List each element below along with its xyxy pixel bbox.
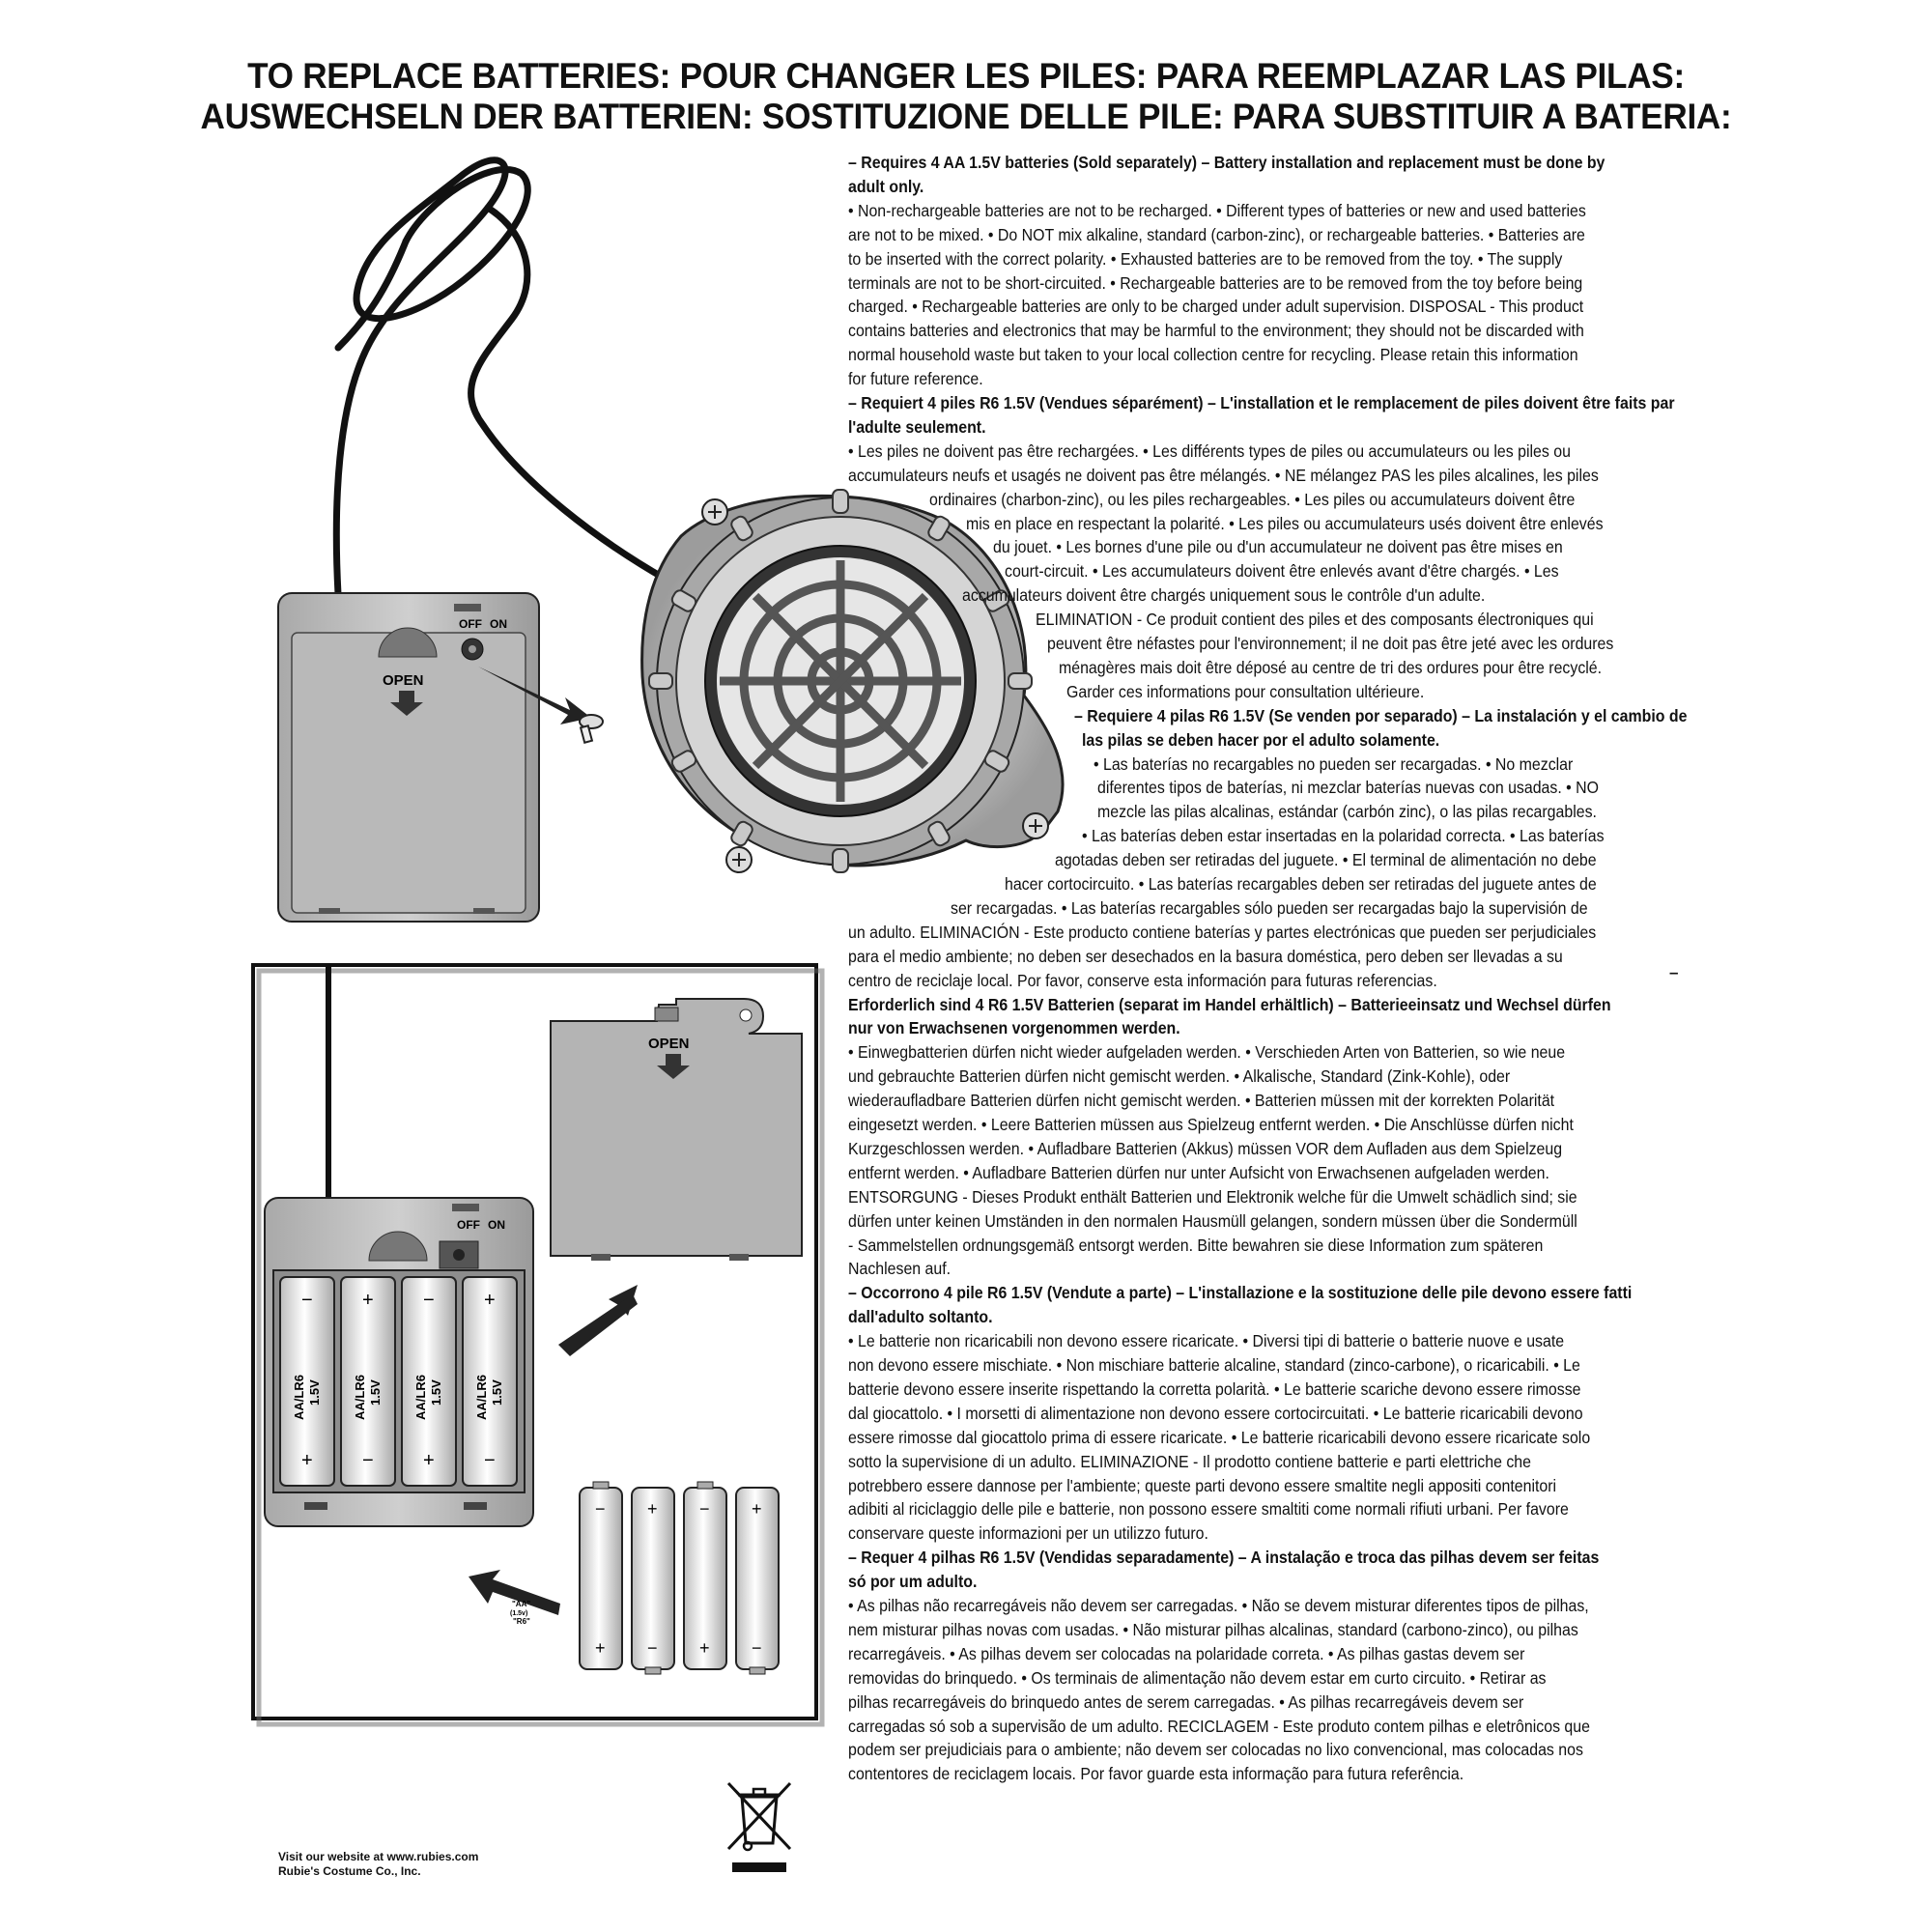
- instruction-line: agotadas deben ser retiradas del juguete. • El terminal de alimentación no debe: [1055, 850, 1597, 870]
- instruction-line: court-circuit. • Les accumulateurs doivent être enlevés avant d'être chargés. • Les: [1005, 561, 1559, 582]
- instruction-line: und gebrauchte Batterien dürfen nicht gemischt werden. • Alkalische, Standard (Zink-Kohle), oder: [848, 1066, 1511, 1087]
- instruction-line: terminals are not to be short-circuited. • Rechargeable batteries are to be removed from the toy before being: [848, 272, 1583, 293]
- instruction-line: – Occorrono 4 pile R6 1.5V (Vendute a parte) – L'installazione e la sostituzione delle pile devono essere fatti: [848, 1283, 1633, 1303]
- footer-website: Visit our website at www.rubies.com: [278, 1850, 479, 1863]
- instruction-line: Garder ces informations pour consultation ultérieure.: [1066, 681, 1425, 701]
- cell-label: AA/LR6: [413, 1375, 428, 1420]
- instruction-line: – Requiere 4 pilas R6 1.5V (Se venden por separado) – La instalación y el cambio de: [1074, 705, 1688, 725]
- instruction-line: dürfen unter keinen Umständen in den normalen Hausmüll gelangen, sondern müssen über die Sondermüll: [848, 1210, 1577, 1231]
- battery-note-aa: "AA": [512, 1600, 531, 1608]
- instruction-line: wiederaufladbare Batterien dürfen nicht gemischt werden. • Batterien müssen mit der korrekten Polarität: [848, 1091, 1555, 1111]
- cell-polarity-bottom: −: [362, 1450, 374, 1471]
- instruction-line: entfernt werden. • Aufladbare Batterien dürfen nur unter Aufsicht von Erwachsenen aufgeladen werden.: [848, 1162, 1549, 1182]
- switch-label-off-2: OFF: [457, 1218, 480, 1232]
- instruction-line: are not to be mixed. • Do NOT mix alkaline, standard (carbon-zinc), or rechargeable batteries. • Batteries are: [848, 224, 1585, 244]
- instruction-line: podem ser prejudiciais para o ambiente; não devem ser colocadas no lixo convencional, mas colocadas nos: [848, 1740, 1583, 1760]
- instruction-line: las pilas se deben hacer por el adulto solamente.: [1082, 729, 1440, 750]
- instruction-line: contains batteries and electronics that may be harmful to the environment; they should not be discarded with: [848, 321, 1584, 341]
- instruction-line: Nachlesen auf.: [848, 1259, 952, 1279]
- instruction-line: essere rimosse dal giocattolo prima di essere ricaricate. • Le batterie ricaricabili devono essere ricaricate solo: [848, 1427, 1591, 1447]
- instruction-line: for future reference.: [848, 369, 983, 389]
- open-label-top: OPEN: [383, 672, 424, 689]
- instruction-line: l'adulte seulement.: [848, 416, 986, 437]
- instruction-line: só por um adulto.: [848, 1572, 978, 1592]
- instruction-line: • Las baterías deben estar insertadas en la polaridad correcta. • Las baterías: [1082, 826, 1605, 846]
- instruction-line: hacer cortocircuito. • Las baterías recargables deben ser retiradas del juguete antes de: [1005, 874, 1597, 894]
- instruction-line: • Les piles ne doivent pas être rechargées. • Les différents types de piles ou accumulateurs ou les piles ou: [848, 440, 1571, 461]
- instruction-line: conservare queste informazioni per un utilizzo futuro.: [848, 1523, 1208, 1544]
- instruction-line: carregadas só sob a supervisão de um adulto. RECICLAGEM - Este produto contem pilhas e eletrônicos que: [848, 1716, 1590, 1736]
- instruction-line: peuvent être néfastes pour l'environnement; il ne doit pas être jeté avec les ordures: [1047, 634, 1614, 653]
- instruction-line: nem misturar pilhas novas com usadas. • Não misturar pilhas alcalinas, standard (carbono-zinco), ou pilhas: [848, 1619, 1578, 1639]
- instruction-line: Kurzgeschlossen werden. • Aufladbare Batterien (Akkus) müssen VOR dem Aufladen aus dem Spielzeug: [848, 1138, 1563, 1158]
- instruction-line: un adulto. ELIMINACIÓN - Este producto contiene baterías y partes electrónicas que pueden ser perjudiciales: [848, 922, 1597, 942]
- instruction-line: recarregáveis. • As pilhas devem ser colocadas na polaridade correta. • As pilhas gastas devem ser: [848, 1643, 1525, 1663]
- open-label-cover: OPEN: [648, 1036, 690, 1052]
- switch-label-off: OFF: [459, 617, 482, 631]
- instruction-line: • Le batterie non ricaricabili non devono essere ricaricate. • Diversi tipi di batterie o batterie nuove e usate: [848, 1331, 1565, 1351]
- battery-note-r6: "R6": [513, 1617, 530, 1626]
- cell-polarity-bottom: −: [484, 1450, 496, 1471]
- instruction-line: removidas do brinquedo. • Os terminais de alimentação não devem estar em curto circuito. • Retirar as: [848, 1667, 1547, 1688]
- cell-polarity-top: −: [423, 1290, 435, 1311]
- loose-battery-polarity-top: −: [595, 1499, 606, 1519]
- instruction-line: centro de reciclaje local. Por favor, conserve esta información para futuras referencias.: [848, 970, 1437, 990]
- instruction-line: adibiti al riciclaggio delle pile e batterie, non possono essere smaltiti come normali rifiuti urbani. Per favore: [848, 1499, 1569, 1520]
- switch-label-on-2: ON: [488, 1218, 505, 1232]
- instruction-line: batterie devono essere inserite rispettando la corretta polarità. • Le batterie scariche devono essere rimosse: [848, 1378, 1581, 1399]
- loose-battery-polarity-top: −: [699, 1499, 710, 1519]
- loose-battery-polarity-top: +: [752, 1499, 762, 1519]
- instruction-line: – Requiert 4 piles R6 1.5V (Vendues séparément) – L'installation et le remplacement de piles doivent être faits par: [848, 393, 1675, 412]
- cell-polarity-top: +: [362, 1290, 374, 1311]
- footer-company: Rubie's Costume Co., Inc.: [278, 1864, 421, 1878]
- loose-battery-polarity-bottom: +: [699, 1638, 710, 1658]
- loose-battery-polarity-top: +: [647, 1499, 658, 1519]
- cell-voltage: 1.5V: [368, 1379, 383, 1406]
- cell-voltage: 1.5V: [307, 1379, 322, 1406]
- switch-label-on: ON: [490, 617, 507, 631]
- title-line-2: AUSWECHSELN DER BATTERIEN: SOSTITUZIONE DELLE PILE: PARA SUBSTITUIR A BATERIA:: [200, 97, 1732, 136]
- cell-polarity-top: +: [484, 1290, 496, 1311]
- instruction-line: • Non-rechargeable batteries are not to be recharged. • Different types of batteries or new and used batteries: [848, 200, 1586, 220]
- cell-label: AA/LR6: [353, 1375, 367, 1420]
- instruction-line: accumulateurs neufs et usagés ne doivent pas être mélangés. • NE mélangez PAS les piles alcalines, les piles: [848, 465, 1599, 485]
- instruction-line: Erforderlich sind 4 R6 1.5V Batterien (separat im Handel erhältlich) – Batterieeinsatz und Wechsel dürfen: [848, 994, 1611, 1014]
- instruction-line: contentores de reciclagem locais. Por favor guarde esta informação para futura referência.: [848, 1764, 1464, 1784]
- instruction-line: mezcle las pilas alcalinas, estándar (carbón zinc), o las pilas recargables.: [1097, 802, 1597, 822]
- cell-polarity-bottom: +: [423, 1450, 435, 1471]
- instruction-line: eingesetzt werden. • Leere Batterien müssen aus Spielzeug entfernt werden. • Die Anschlüsse dürfen nicht: [848, 1115, 1574, 1134]
- instruction-line: charged. • Rechargeable batteries are only to be charged under adult supervision. DISPOSAL - This product: [848, 297, 1584, 317]
- instruction-line: non devono essere mischiate. • Non mischiare batterie alcaline, standard (zinco-carbone), o ricaricabili. • Le: [848, 1355, 1580, 1375]
- instruction-line: – Requer 4 pilhas R6 1.5V (Vendidas separadamente) – A instalação e troca das pilhas devem ser feitas: [848, 1548, 1600, 1568]
- battery-note-voltage: (1.5v): [510, 1610, 528, 1617]
- instruction-line: • Las baterías no recargables no pueden ser recargadas. • No mezclar: [1094, 753, 1574, 774]
- recycling-bin-crossed-icon: [723, 1779, 796, 1876]
- dash-mark: –: [1669, 963, 1679, 981]
- instruction-line: adult only.: [848, 176, 924, 196]
- instruction-line: du jouet. • Les bornes d'une pile ou d'un accumulateur ne doivent pas être mises en: [993, 537, 1563, 557]
- instruction-line: accumulateurs doivent être chargés uniquement sous le contrôle d'un adulte.: [962, 585, 1486, 606]
- cell-label: AA/LR6: [474, 1375, 489, 1420]
- instruction-line: normal household waste but taken to your local collection centre for recycling. Please retain this information: [848, 345, 1578, 365]
- cell-voltage: 1.5V: [429, 1379, 443, 1406]
- instruction-line: dall'adulto soltanto.: [848, 1307, 993, 1327]
- instruction-line: • As pilhas não recarregáveis não devem ser carregadas. • Não se devem misturar diferentes tipos de pilhas,: [848, 1596, 1589, 1615]
- instruction-line: • Einwegbatterien dürfen nicht wieder aufgeladen werden. • Verschieden Arten von Batterien, so wie neue: [848, 1042, 1566, 1063]
- instruction-line: ELIMINATION - Ce produit contient des piles et des composants électroniques qui: [1036, 610, 1594, 630]
- cell-label: AA/LR6: [292, 1375, 306, 1420]
- instruction-line: ménagères mais doit être déposé au centre de tri des ordures pour être recyclé.: [1059, 657, 1603, 677]
- instruction-line: ENTSORGUNG - Dieses Produkt enthält Batterien und Elektronik welche für die Umwelt schädlich sind; sie: [848, 1186, 1577, 1207]
- instruction-line: dal giocattolo. • I morsetti di alimentazione non devono essere cortocircuitati. • Le batterie ricaricabili devono: [848, 1403, 1583, 1423]
- cell-polarity-bottom: +: [301, 1450, 313, 1471]
- instruction-line: diferentes tipos de baterías, ni mezclar baterías nuevas con usadas. • NO: [1097, 778, 1600, 798]
- instruction-line: sotto la supervisione di un adulto. ELIMINAZIONE - Il prodotto contiene batterie e parti elettriche che: [848, 1451, 1531, 1471]
- loose-battery-polarity-bottom: −: [752, 1638, 762, 1658]
- instruction-line: - Sammelstellen ordnungsgemäß entsorgt werden. Bitte bewahren sie diese Information zum späteren: [848, 1235, 1544, 1255]
- instruction-line: pilhas recarregáveis do brinquedo antes de serem carregadas. • As pilhas recarregáveis devem ser: [848, 1691, 1524, 1712]
- footer: [278, 1850, 478, 1879]
- instruction-line: nur von Erwachsenen vorgenommen werden.: [848, 1018, 1180, 1038]
- instruction-line: mis en place en respectant la polarité. • Les piles ou accumulateurs usés doivent être enlevés: [966, 513, 1604, 533]
- instruction-line: para el medio ambiente; no deben ser desechados en la basura doméstica, pero deben ser llevadas a su: [848, 946, 1563, 966]
- title-line-1: TO REPLACE BATTERIES: POUR CHANGER LES PILES: PARA REEMPLAZAR LAS PILAS:: [247, 56, 1685, 96]
- instruction-line: to be inserted with the correct polarity. • Exhausted batteries are to be removed from the toy. • The supply: [848, 248, 1563, 269]
- loose-battery-polarity-bottom: +: [595, 1638, 606, 1658]
- loose-battery-polarity-bottom: −: [647, 1638, 658, 1658]
- instruction-line: ordinaires (charbon-zinc), ou les piles rechargeables. • Les piles ou accumulateurs doivent être: [929, 489, 1576, 509]
- instruction-line: potrebbero essere dannose per l'ambiente; queste parti devono essere smaltite negli appositi contenitori: [848, 1475, 1557, 1495]
- instruction-line: – Requires 4 AA 1.5V batteries (Sold separately) – Battery installation and replacement must be done by: [848, 153, 1605, 172]
- cell-voltage: 1.5V: [490, 1379, 504, 1406]
- instruction-line: ser recargadas. • Las baterías recargables sólo pueden ser recargadas bajo la supervisión de: [951, 897, 1588, 918]
- cell-polarity-top: −: [301, 1290, 313, 1311]
